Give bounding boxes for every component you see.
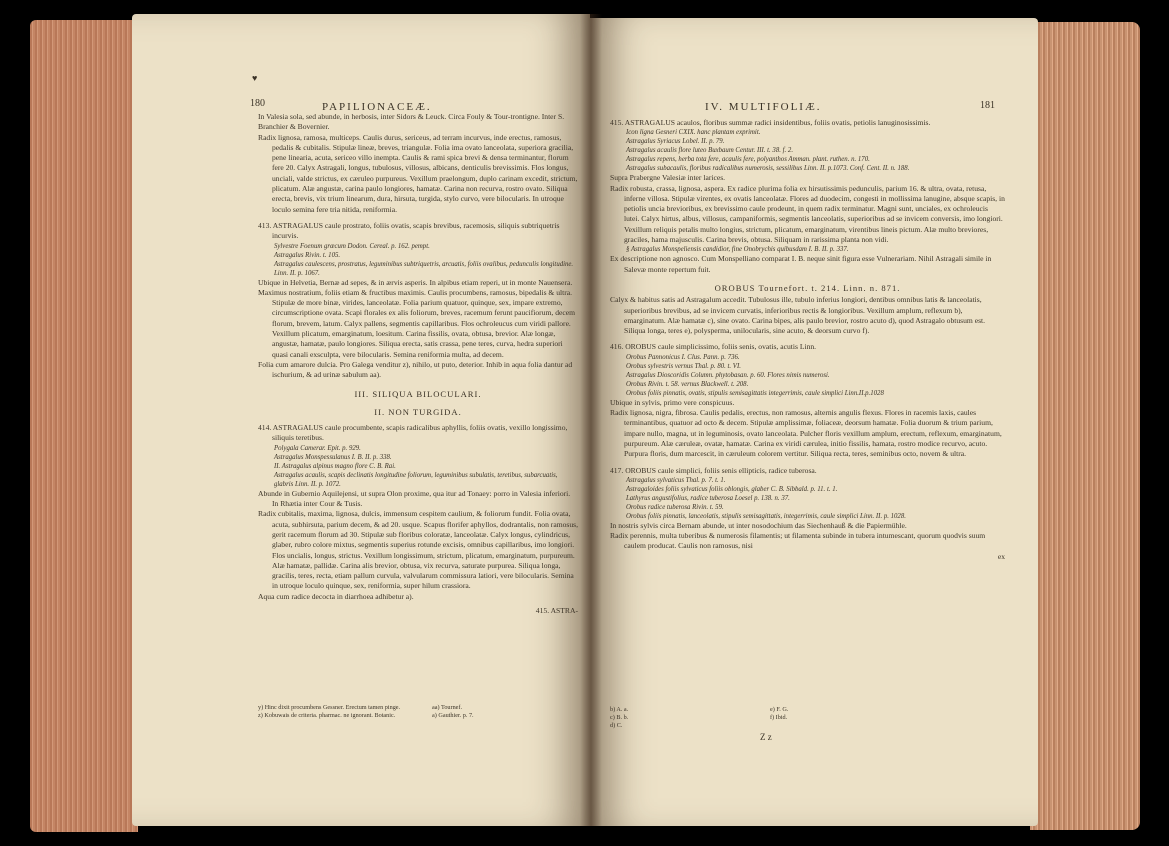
right-page — [590, 18, 1038, 826]
book-gutter — [580, 14, 602, 826]
synonym: Orobus Pannonicus I. Clus. Pann. p. 736. — [626, 353, 740, 361]
synonym: Astragalus Syriacus Lobel. II. p. 79. — [626, 138, 725, 146]
section-heading: III. SILIQUA BILOCULARI. — [354, 388, 482, 399]
habitat: Supra Prabergne Valesiæ inter larices. — [610, 173, 726, 183]
synonym: Astragalus subacaulis, floribus radicalibus numerosis, sessilibus Linn. II. p.1073. Conf. Cent. II. n. 188. — [626, 165, 910, 173]
footnote: e) F. G. — [770, 706, 789, 713]
signature-mark: Z z — [760, 732, 772, 742]
catchword: 415. ASTRA- — [535, 605, 578, 615]
footnotes-right — [432, 704, 552, 720]
footnote: aa) Tournef. — [432, 704, 463, 711]
habitat: In nostris sylvis circa Bernam abunde, ut inter nosodochium das Siechenhauß & die Papiermühle. — [610, 520, 907, 530]
page-edges-right — [1030, 22, 1140, 830]
synonym: Astragalus repens, herba tota fere, acaulis fere, polyanthos Amman. plant. ruthen. n. 170. — [626, 156, 870, 164]
page-number: 180 — [250, 98, 265, 109]
synonym: Orobus radice tuberosa Rivin. t. 59. — [626, 503, 724, 511]
entry-heading: 414. ASTRAGALUS caule procumbente, scapis radicalibus aphyllis, foliis ovatis, vexillo longissimo, siliquis teretibus. — [258, 423, 568, 443]
synonym: Astragalus caulescens, prostratus, leguminibus subtriquetris, arcuatis, foliis ovalibus, pedunculis longitudine. Linn. II. p. 1067. — [274, 260, 574, 277]
footnotes-left — [610, 706, 730, 730]
uses: Aqua cum radice decocta in diarrhoea adhibetur a). — [258, 591, 414, 601]
running-head: IV. MULTIFOLIÆ. — [705, 101, 822, 113]
synonym: Polygala Camerar. Epit. p. 929. — [274, 444, 361, 452]
synonym: Astragalus acaulis flore luteo Buxbaum Centur. III. t. 38. f. 2. — [626, 147, 794, 155]
description: Radix perennis, multa tuberibus & numerosis filamentis; ut filamenta subinde in tubera intumescant, quorum quodvis suum caulem producat. Caulis non ramosus, nisi — [610, 531, 986, 551]
footnote: b) A. a. — [610, 706, 629, 713]
remark: Ex descriptione non agnosco. Cum Monspelliano comparat I. B. neque sinit figura esse Vulnerariam. Nihil Astragali simile in Salevæ monte repertum fuit. — [610, 254, 992, 274]
synonym: Astragalus Dioscoridis Column. phytobasan. p. 60. Flores nimis numerosi. — [626, 371, 830, 379]
entry-heading: 416. OROBUS caule simplicissimo, foliis senis, ovatis, acutis Linn. — [610, 342, 817, 352]
entry-heading: 413. ASTRAGALUS caule prostrato, foliis ovatis, scapis brevibus, racemosis, siliquis subtriquetris incurvis. — [258, 220, 560, 241]
synonym: Lathyrus angustifolius, radice tuberosa Loesel p. 138. n. 37. — [626, 494, 790, 502]
description: Maximus nostratium, foliis etiam & fructibus maximis. Caulis procumbens, ramosus, bipedalis & ultra. Stipulæ de more binæ, virides, lanceolatæ. Folia parium quatuor, quinque, sex, impare extremo, circumscriptione ovata. Scapi florales ex alis foliorum, breves, racemum ferunt paucifiorum, decem florum, brevem, latum. Calyx pallens, segmentis capillaribus. Flos ochroleucus cum viridi pallore. Vexillum plicatum, emarginatum, loesitum. Carina fissilis, ovata, obtusa, brevior. Alæ longæ, angustæ, hamatæ, paulo longiores. Siliqua erecta, satis crassa, pene teres, curva, hedra superiori quasi canali exsculpta, vere bilocularis. Semina reniformia multa, ad decem. — [258, 287, 576, 359]
footnotes-right — [770, 706, 890, 722]
description: Radix robusta, crassa, lignosa, aspera. Ex radice plurima folia ex hirsutissimis pedunculis, parium 16. & ultra, ovata, retusa, inferne villosa. Stipulæ virentes, ex ovatis lanceolatæ. Flores ad duodecim, congesti in mollissima lanugine, absque scapis, in petiolis uncia brevioribus, ex brevissimo caule prodeunt, in quem radix terminatur. Magni sunt, unciales, ex ochroleucis lutei. Calyx hirtus, albus, villosus, campaniformis, segmentis lanceolatis, superioribus ad se invicem conversis, imo longiori. Vexillum reliquis petalis multo longius, strictum, plicatum, emarginatum, virentibus lineis pictum. Alæ multo breviores, graciles, hama majusculis. Carina brevis, obtusa. Siliquam in rarissima planta non vidi. — [610, 183, 1005, 245]
footnote: c) B. b. — [610, 714, 629, 721]
synonym: II. Astragalus alpinus magno flore C. B. Rai. — [274, 462, 396, 470]
description: Radix cubitalis, maxima, lignosa, dulcis, immensum cespitem caulium, & foliorum fundit. Folia ovata, acuta, subhirsuta, parium decem, & ad 20. usque. Scapus florifer aphyllos, dodrantalis, non ramosus, gerit racemum florum ad 30. Stipulæ sub floribus coloratæ, lanceolatæ. Calyx longus, cylindricus, glaber, rubro colore mixtus, segmentis superius rotunde excisis, omnibus capillaribus, imo longiori. Flos uncialis, longus, strictus. Vexillum longissimum, strictum, plicatum, emarginatum, purpureum. Alæ hamatæ, pallidæ. Carina alis brevior, obtusa, vix recurva, saturate purpurea. Siliqua longa, gracilis, teres, recta, etiam pallum curvula, valvularum commissura latiori, vere bilocularis. Semina in utroque loculo quinque, sex, reniformia, super hilum crassiora. — [258, 509, 579, 591]
synonym: Orobus Rivin. t. 58. vernus Blackwell. t. 208. — [626, 380, 749, 388]
note: § Astragalus Monspeliensis candidior, fine Onobrychis quibusdam I. B. II. p. 337. — [626, 246, 849, 254]
footnote: y) Hinc dixit procumbens Gessner. Erectum tamen pinge. — [258, 704, 401, 711]
habitat: Ubique in Helvetia, Bernæ ad sepes, & in ærvis asperis. In alpibus etiam reperi, ut in monte Nauensera. — [258, 277, 573, 287]
genus-heading: OROBUS Tournefort. t. 214. Linn. n. 871. — [714, 282, 901, 293]
synonym: Sylvestre Foenum græcum Dodon. Cereal. p. 162. pempt. — [274, 242, 430, 250]
running-head: PAPILIONACEÆ. — [322, 101, 432, 113]
footnote: d) C. — [610, 722, 623, 729]
entry-heading: 415. ASTRAGALUS acaulos, floribus summæ radici insidentibus, foliis ovatis, petiolis lanuginosissimis. — [610, 118, 931, 127]
footnotes-left — [258, 704, 408, 720]
page-number: 181 — [980, 100, 995, 111]
description: Radix lignosa, nigra, fibrosa. Caulis pedalis, erectus, non ramosus, alternis angulis flexus. Flores in racemis laxis, caules terminantibus, quatuor ad octo & decem. Stipulæ amplissimæ, foliaceæ, deorsum hamatæ. Folia duorum & trium parium, impare nullo, magna, ut in leguminosis, ovato lanceolata. Pulcher floris vexillum amplum, erectum, reflexum, emarginatum, purpureum. Alæ cæruleæ, ovatæ, hamatæ. Carina ex viridi cærulea, initio fissilis, hamata, rostro modice recurvo, acuto. Purpura floris, dum marcescit, in cæruleum colorem vertitur. Siliqua recta, teres, seminibus octo, novem & ultra. — [610, 408, 1002, 459]
footnote: z) Kobuwais de criteria. pharmac. ne ignorant. Botanic. — [258, 712, 396, 719]
synonym: Astragalus sylvaticus Thal. p. 7. t. 1. — [626, 476, 726, 484]
footnote: f) Ibid. — [770, 714, 788, 721]
synonym: Astragalus Rivin. t. 105. — [274, 251, 341, 259]
section-subheading: II. NON TURGIDA. — [374, 406, 462, 417]
right-text-block — [610, 118, 1005, 562]
synonym: Astragaloides foliis sylvaticus foliis oblongis, glaber C. B. Sibbald. p. 11. t. 1. — [626, 485, 838, 493]
left-page — [132, 14, 590, 826]
paragraph: Radix lignosa, ramosa, multiceps. Caulis durus, sericeus, ad terram incurvus, inde erectus, ramosus, pedalis & cubitalis. Stipulæ lineæ, breves, triangulæ. Folia ima ovato lanceolata, superiora gracilia, pene linearia, acuta, sericeo villo inempta. Caulis & rami spica brevi & densa terminantur, florum fere 20. Calyx Astragali, longus, tubulosus, villosus, albicans, denticulis brevissimis. Flos longus, unciali, valde strictus, ex cæruleo purpureus. Vexillum praelongum, duplo carinam excedit, strictum, plicatum. Alæ angustæ, carina paulo longiores, hamatæ. Carina non recurva, rostro ovato. Siliqua erecta, brevis, vix trium linearum, dura, hirsuta, turgida, stylo curvo, vere bilocularis. In utroque loculo semina fere tria nitida, reniformia. — [258, 132, 578, 214]
synonym: Orobus sylvestris vernus Thal. p. 80. t. VI. — [626, 362, 741, 370]
left-text-block — [258, 112, 578, 616]
habitat: Abunde in Gubernio Aquilejensi, ut supra Olon proxime, qua itur ad Tonaey: porro in Valesia inferiori. In Rhætia inter Cour & Tusis. — [258, 488, 571, 509]
synonym: Orobus foliis pinnatis, lanceolatis, stipulis semisagittatis, integerrimis, caule simplici Linn. II. p. 1028. — [626, 512, 906, 520]
synonym: Icon ligna Gesneri CXIX. hanc plantam exprimit. — [626, 129, 761, 137]
synonym: Astragalus acaulis, scapis declinatis longitudine foliorum, leguminibus subulatis, teretibus, subarcuatis, glabris Linn. II. p. 1072. — [274, 471, 558, 488]
catchword: ex — [997, 551, 1005, 561]
entry-heading: 417. OROBUS caule simplici, foliis senis ellipticis, radice tuberosa. — [610, 465, 817, 475]
habitat: Ubique in sylvis, primo vere conspicuus. — [610, 397, 735, 407]
synonym: Orobus foliis pinnatis, ovatis, stipulis semisagittatis integerrimis, caule simplici Linn.II.p.1028 — [626, 389, 884, 397]
genus-description: Calyx & habitus satis ad Astragalum accedit. Tubulosus ille, tubulo inferius longiori, dentibus omnibus latis & lanceolatis, superioribus brevibus, ad se invicem curvatis, inferioribus rectis & longioribus. Vexillum amplum, reflexum b), emarginatum. Alæ hamatæ c), sine ovato. Carina bipes, alis paulo brevior, rostro acuto d), quod Astragalo obtusum est. Siliqua longa, teres e), polysperma, unilocularis, sine acuto, & deorsum curvo f). — [610, 295, 986, 336]
paragraph: In Valesia sola, sed abunde, in herbosis, inter Sidors & Leuck. Circa Fouly & Tour-trontigne. Inter S. Branchier & Bovernier. — [258, 112, 565, 132]
ornament-icon: ♥ — [252, 73, 258, 83]
footnote: a) Gauthier. p. 7. — [432, 712, 474, 719]
uses: Folia cum amarore dulcia. Pro Galega venditur z), nihilo, ut puto, deterior. Inhib in aqua folia dantur ad ischurium, & ad urinæ sabulum aa). — [258, 359, 573, 380]
synonym: Astragalus Monspessulanus I. B. II. p. 338. — [274, 453, 392, 461]
page-edges-left — [30, 20, 138, 832]
